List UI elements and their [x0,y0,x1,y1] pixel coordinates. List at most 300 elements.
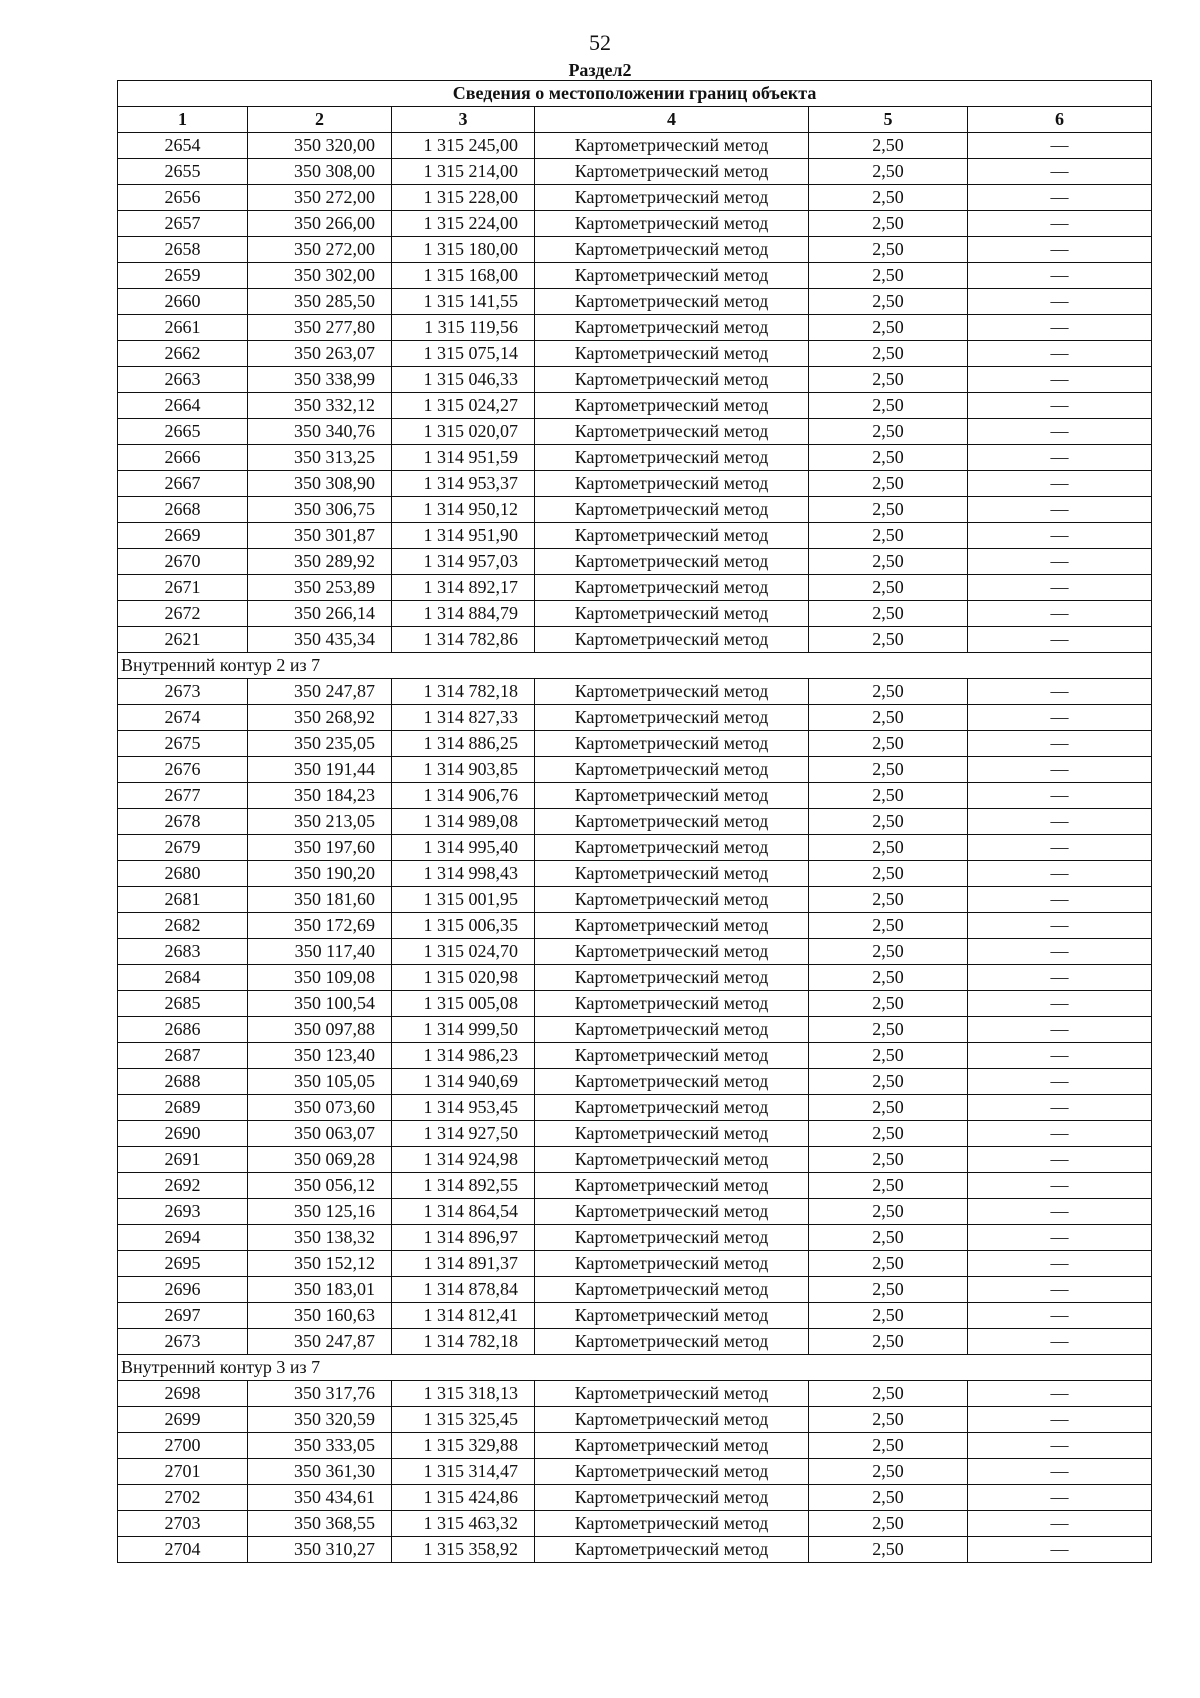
description-cell: — [968,471,1152,497]
y-coordinate-cell: 1 315 314,47 [392,1459,535,1485]
description-cell: — [968,393,1152,419]
table-row [118,1225,1152,1251]
y-coordinate-cell: 1 314 903,85 [392,757,535,783]
y-coordinate-cell: 1 314 950,12 [392,497,535,523]
point-number-cell: 2666 [118,445,248,471]
description-cell: — [968,705,1152,731]
description-cell: — [968,1459,1152,1485]
table-body [118,133,1152,1563]
description-cell: — [968,601,1152,627]
accuracy-cell: 2,50 [809,1511,968,1537]
y-coordinate-cell: 1 315 329,88 [392,1433,535,1459]
description-cell: — [968,133,1152,159]
x-coordinate-cell: 350 313,25 [248,445,392,471]
accuracy-cell: 2,50 [809,1095,968,1121]
y-coordinate-cell: 1 315 318,13 [392,1381,535,1407]
y-coordinate-cell: 1 314 995,40 [392,835,535,861]
y-coordinate-cell: 1 314 999,50 [392,1017,535,1043]
accuracy-cell: 2,50 [809,575,968,601]
description-cell: — [968,1147,1152,1173]
description-cell: — [968,237,1152,263]
description-cell: — [968,263,1152,289]
x-coordinate-cell: 350 301,87 [248,523,392,549]
y-coordinate-cell: 1 315 001,95 [392,887,535,913]
table-row [118,1017,1152,1043]
method-cell: Картометрический метод [535,939,809,965]
y-coordinate-cell: 1 315 024,27 [392,393,535,419]
y-coordinate-cell: 1 314 927,50 [392,1121,535,1147]
description-cell: — [968,497,1152,523]
point-number-cell: 2665 [118,419,248,445]
accuracy-cell: 2,50 [809,757,968,783]
table-row [118,159,1152,185]
point-number-cell: 2676 [118,757,248,783]
accuracy-cell: 2,50 [809,263,968,289]
method-cell: Картометрический метод [535,185,809,211]
description-cell: — [968,1017,1152,1043]
description-cell: — [968,1251,1152,1277]
point-number-cell: 2695 [118,1251,248,1277]
accuracy-cell: 2,50 [809,679,968,705]
table-row [118,679,1152,705]
description-cell: — [968,783,1152,809]
point-number-cell: 2654 [118,133,248,159]
point-number-cell: 2689 [118,1095,248,1121]
table-row [118,185,1152,211]
table-row [118,315,1152,341]
method-cell: Картометрический метод [535,679,809,705]
x-coordinate-cell: 350 338,99 [248,367,392,393]
method-cell: Картометрический метод [535,471,809,497]
table-row [118,497,1152,523]
point-number-cell: 2663 [118,367,248,393]
x-coordinate-cell: 350 123,40 [248,1043,392,1069]
accuracy-cell: 2,50 [809,211,968,237]
y-coordinate-cell: 1 314 986,23 [392,1043,535,1069]
x-coordinate-cell: 350 125,16 [248,1199,392,1225]
contour-label: Внутренний контур 3 из 7 [118,1355,1152,1381]
x-coordinate-cell: 350 263,07 [248,341,392,367]
x-coordinate-cell: 350 247,87 [248,679,392,705]
point-number-cell: 2703 [118,1511,248,1537]
x-coordinate-cell: 350 272,00 [248,237,392,263]
point-number-cell: 2674 [118,705,248,731]
accuracy-cell: 2,50 [809,965,968,991]
method-cell: Картометрический метод [535,1537,809,1563]
table-row [118,1069,1152,1095]
x-coordinate-cell: 350 117,40 [248,939,392,965]
accuracy-cell: 2,50 [809,1069,968,1095]
column-header-row [118,107,1152,133]
method-cell: Картометрический метод [535,1121,809,1147]
y-coordinate-cell: 1 315 046,33 [392,367,535,393]
table-row [118,1329,1152,1355]
point-number-cell: 2692 [118,1173,248,1199]
table-row [118,1121,1152,1147]
y-coordinate-cell: 1 314 782,18 [392,679,535,705]
table-row [118,1407,1152,1433]
x-coordinate-cell: 350 138,32 [248,1225,392,1251]
x-coordinate-cell: 350 320,59 [248,1407,392,1433]
y-coordinate-cell: 1 315 224,00 [392,211,535,237]
x-coordinate-cell: 350 069,28 [248,1147,392,1173]
method-cell: Картометрический метод [535,601,809,627]
point-number-cell: 2621 [118,627,248,653]
x-coordinate-cell: 350 160,63 [248,1303,392,1329]
point-number-cell: 2656 [118,185,248,211]
accuracy-cell: 2,50 [809,913,968,939]
accuracy-cell: 2,50 [809,289,968,315]
accuracy-cell: 2,50 [809,1043,968,1069]
table-row [118,393,1152,419]
x-coordinate-cell: 350 272,00 [248,185,392,211]
accuracy-cell: 2,50 [809,1121,968,1147]
point-number-cell: 2686 [118,1017,248,1043]
x-coordinate-cell: 350 368,55 [248,1511,392,1537]
x-coordinate-cell: 350 435,34 [248,627,392,653]
x-coordinate-cell: 350 277,80 [248,315,392,341]
method-cell: Картометрический метод [535,1433,809,1459]
y-coordinate-cell: 1 315 020,98 [392,965,535,991]
x-coordinate-cell: 350 285,50 [248,289,392,315]
accuracy-cell: 2,50 [809,471,968,497]
method-cell: Картометрический метод [535,783,809,809]
description-cell: — [968,289,1152,315]
point-number-cell: 2661 [118,315,248,341]
y-coordinate-cell: 1 314 953,45 [392,1095,535,1121]
y-coordinate-cell: 1 315 006,35 [392,913,535,939]
accuracy-cell: 2,50 [809,1225,968,1251]
description-cell: — [968,1043,1152,1069]
x-coordinate-cell: 350 361,30 [248,1459,392,1485]
accuracy-cell: 2,50 [809,497,968,523]
table-row [118,705,1152,731]
point-number-cell: 2693 [118,1199,248,1225]
y-coordinate-cell: 1 315 245,00 [392,133,535,159]
point-number-cell: 2658 [118,237,248,263]
description-cell: — [968,1303,1152,1329]
table-row [118,1511,1152,1537]
table-row [118,965,1152,991]
column-header: 3 [392,107,535,133]
x-coordinate-cell: 350 268,92 [248,705,392,731]
table-row [118,1173,1152,1199]
table-row [118,1095,1152,1121]
column-header: 2 [248,107,392,133]
accuracy-cell: 2,50 [809,1251,968,1277]
x-coordinate-cell: 350 308,00 [248,159,392,185]
point-number-cell: 2678 [118,809,248,835]
point-number-cell: 2670 [118,549,248,575]
method-cell: Картометрический метод [535,1043,809,1069]
y-coordinate-cell: 1 315 358,92 [392,1537,535,1563]
x-coordinate-cell: 350 235,05 [248,731,392,757]
table-row [118,809,1152,835]
contour-label: Внутренний контур 2 из 7 [118,653,1152,679]
description-cell: — [968,315,1152,341]
accuracy-cell: 2,50 [809,1485,968,1511]
y-coordinate-cell: 1 314 892,55 [392,1173,535,1199]
method-cell: Картометрический метод [535,705,809,731]
table-row [118,731,1152,757]
accuracy-cell: 2,50 [809,315,968,341]
table-row [118,549,1152,575]
accuracy-cell: 2,50 [809,601,968,627]
y-coordinate-cell: 1 314 884,79 [392,601,535,627]
x-coordinate-cell: 350 253,89 [248,575,392,601]
table-row [118,1381,1152,1407]
point-number-cell: 2672 [118,601,248,627]
x-coordinate-cell: 350 306,75 [248,497,392,523]
x-coordinate-cell: 350 152,12 [248,1251,392,1277]
x-coordinate-cell: 350 191,44 [248,757,392,783]
point-number-cell: 2698 [118,1381,248,1407]
point-number-cell: 2677 [118,783,248,809]
table-row [118,523,1152,549]
description-cell: — [968,1329,1152,1355]
point-number-cell: 2669 [118,523,248,549]
method-cell: Картометрический метод [535,237,809,263]
method-cell: Картометрический метод [535,341,809,367]
y-coordinate-cell: 1 314 951,90 [392,523,535,549]
y-coordinate-cell: 1 315 228,00 [392,185,535,211]
table-row [118,1199,1152,1225]
description-cell: — [968,757,1152,783]
table-row [118,913,1152,939]
table-row [118,1485,1152,1511]
accuracy-cell: 2,50 [809,1017,968,1043]
y-coordinate-cell: 1 314 782,86 [392,627,535,653]
table-row [118,1537,1152,1563]
method-cell: Картометрический метод [535,1407,809,1433]
point-number-cell: 2657 [118,211,248,237]
y-coordinate-cell: 1 314 989,08 [392,809,535,835]
table-caption: Сведения о местоположении границ объекта [118,81,1152,107]
point-number-cell: 2671 [118,575,248,601]
x-coordinate-cell: 350 109,08 [248,965,392,991]
point-number-cell: 2702 [118,1485,248,1511]
y-coordinate-cell: 1 315 024,70 [392,939,535,965]
x-coordinate-cell: 350 332,12 [248,393,392,419]
description-cell: — [968,1121,1152,1147]
x-coordinate-cell: 350 340,76 [248,419,392,445]
point-number-cell: 2685 [118,991,248,1017]
table-row [118,1459,1152,1485]
table-row [118,575,1152,601]
description-cell: — [968,549,1152,575]
description-cell: — [968,1433,1152,1459]
accuracy-cell: 2,50 [809,887,968,913]
x-coordinate-cell: 350 190,20 [248,861,392,887]
contour-heading-row [118,1355,1152,1381]
method-cell: Картометрический метод [535,1251,809,1277]
description-cell: — [968,1407,1152,1433]
y-coordinate-cell: 1 315 168,00 [392,263,535,289]
accuracy-cell: 2,50 [809,835,968,861]
x-coordinate-cell: 350 310,27 [248,1537,392,1563]
method-cell: Картометрический метод [535,211,809,237]
y-coordinate-cell: 1 315 214,00 [392,159,535,185]
method-cell: Картометрический метод [535,731,809,757]
method-cell: Картометрический метод [535,523,809,549]
description-cell: — [968,211,1152,237]
method-cell: Картометрический метод [535,991,809,1017]
y-coordinate-cell: 1 314 957,03 [392,549,535,575]
description-cell: — [968,445,1152,471]
method-cell: Картометрический метод [535,1511,809,1537]
x-coordinate-cell: 350 184,23 [248,783,392,809]
accuracy-cell: 2,50 [809,809,968,835]
table-row [118,601,1152,627]
table-row [118,341,1152,367]
y-coordinate-cell: 1 314 827,33 [392,705,535,731]
x-coordinate-cell: 350 073,60 [248,1095,392,1121]
table-row [118,1251,1152,1277]
table-caption-row [118,81,1152,107]
table-row [118,419,1152,445]
point-number-cell: 2680 [118,861,248,887]
table-row [118,471,1152,497]
description-cell: — [968,861,1152,887]
method-cell: Картометрический метод [535,809,809,835]
description-cell: — [968,627,1152,653]
point-number-cell: 2694 [118,1225,248,1251]
method-cell: Картометрический метод [535,1303,809,1329]
table-row [118,757,1152,783]
accuracy-cell: 2,50 [809,549,968,575]
x-coordinate-cell: 350 183,01 [248,1277,392,1303]
method-cell: Картометрический метод [535,627,809,653]
y-coordinate-cell: 1 314 940,69 [392,1069,535,1095]
description-cell: — [968,1199,1152,1225]
method-cell: Картометрический метод [535,289,809,315]
page-number: 52 [589,30,611,55]
description-cell: — [968,1511,1152,1537]
table-row [118,861,1152,887]
description-cell: — [968,1225,1152,1251]
x-coordinate-cell: 350 247,87 [248,1329,392,1355]
description-cell: — [968,1381,1152,1407]
method-cell: Картометрический метод [535,497,809,523]
description-cell: — [968,913,1152,939]
column-header: 5 [809,107,968,133]
table-row [118,263,1152,289]
x-coordinate-cell: 350 317,76 [248,1381,392,1407]
method-cell: Картометрический метод [535,575,809,601]
accuracy-cell: 2,50 [809,237,968,263]
point-number-cell: 2679 [118,835,248,861]
method-cell: Картометрический метод [535,1147,809,1173]
y-coordinate-cell: 1 314 782,18 [392,1329,535,1355]
point-number-cell: 2684 [118,965,248,991]
method-cell: Картометрический метод [535,315,809,341]
description-cell: — [968,679,1152,705]
y-coordinate-cell: 1 314 886,25 [392,731,535,757]
point-number-cell: 2667 [118,471,248,497]
accuracy-cell: 2,50 [809,861,968,887]
x-coordinate-cell: 350 056,12 [248,1173,392,1199]
y-coordinate-cell: 1 315 075,14 [392,341,535,367]
point-number-cell: 2691 [118,1147,248,1173]
y-coordinate-cell: 1 315 119,56 [392,315,535,341]
x-coordinate-cell: 350 308,90 [248,471,392,497]
table-row [118,783,1152,809]
table-row [118,445,1152,471]
method-cell: Картометрический метод [535,835,809,861]
point-number-cell: 2688 [118,1069,248,1095]
x-coordinate-cell: 350 100,54 [248,991,392,1017]
method-cell: Картометрический метод [535,1095,809,1121]
description-cell: — [968,575,1152,601]
accuracy-cell: 2,50 [809,185,968,211]
accuracy-cell: 2,50 [809,991,968,1017]
table-row [118,237,1152,263]
section-title: Раздел2 [568,60,632,80]
accuracy-cell: 2,50 [809,1199,968,1225]
y-coordinate-cell: 1 315 141,55 [392,289,535,315]
description-cell: — [968,419,1152,445]
point-number-cell: 2660 [118,289,248,315]
description-cell: — [968,1537,1152,1563]
accuracy-cell: 2,50 [809,419,968,445]
point-number-cell: 2673 [118,679,248,705]
x-coordinate-cell: 350 105,05 [248,1069,392,1095]
method-cell: Картометрический метод [535,133,809,159]
method-cell: Картометрический метод [535,1277,809,1303]
point-number-cell: 2673 [118,1329,248,1355]
x-coordinate-cell: 350 172,69 [248,913,392,939]
table-row [118,367,1152,393]
point-number-cell: 2681 [118,887,248,913]
accuracy-cell: 2,50 [809,1537,968,1563]
column-header: 4 [535,107,809,133]
method-cell: Картометрический метод [535,1017,809,1043]
x-coordinate-cell: 350 434,61 [248,1485,392,1511]
table-row [118,939,1152,965]
description-cell: — [968,809,1152,835]
method-cell: Картометрический метод [535,549,809,575]
y-coordinate-cell: 1 314 951,59 [392,445,535,471]
accuracy-cell: 2,50 [809,705,968,731]
method-cell: Картометрический метод [535,1173,809,1199]
y-coordinate-cell: 1 314 953,37 [392,471,535,497]
x-coordinate-cell: 350 266,00 [248,211,392,237]
description-cell: — [968,1069,1152,1095]
y-coordinate-cell: 1 314 812,41 [392,1303,535,1329]
point-number-cell: 2704 [118,1537,248,1563]
accuracy-cell: 2,50 [809,1303,968,1329]
x-coordinate-cell: 350 333,05 [248,1433,392,1459]
description-cell: — [968,1095,1152,1121]
x-coordinate-cell: 350 197,60 [248,835,392,861]
method-cell: Картометрический метод [535,887,809,913]
method-cell: Картометрический метод [535,1485,809,1511]
x-coordinate-cell: 350 181,60 [248,887,392,913]
accuracy-cell: 2,50 [809,783,968,809]
y-coordinate-cell: 1 315 424,86 [392,1485,535,1511]
description-cell: — [968,185,1152,211]
description-cell: — [968,367,1152,393]
point-number-cell: 2664 [118,393,248,419]
x-coordinate-cell: 350 097,88 [248,1017,392,1043]
column-header: 1 [118,107,248,133]
table-row [118,1147,1152,1173]
accuracy-cell: 2,50 [809,445,968,471]
column-header: 6 [968,107,1152,133]
table-row [118,627,1152,653]
point-number-cell: 2687 [118,1043,248,1069]
contour-heading-row [118,653,1152,679]
